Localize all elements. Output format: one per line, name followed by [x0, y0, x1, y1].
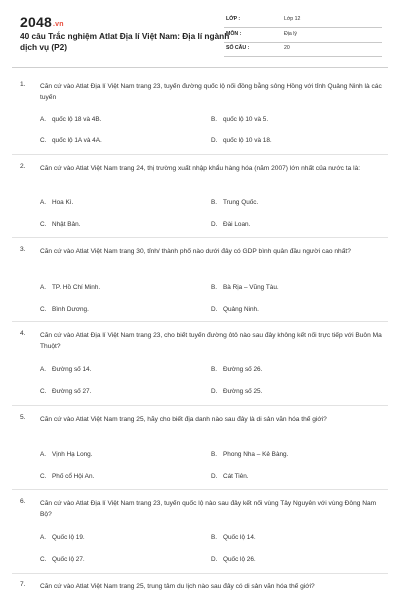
- option-text: Phố cổ Hội An.: [52, 473, 95, 480]
- meta-label: SỐ CÂU :: [226, 45, 250, 51]
- option-text: Đường số 26.: [223, 366, 263, 373]
- option-letter: D.: [211, 137, 218, 144]
- option-letter: A.: [40, 199, 47, 206]
- option-text: Vịnh Hạ Long.: [52, 451, 93, 458]
- option-text: quốc lộ 1A và 4A.: [52, 137, 102, 144]
- option-text: Trung Quốc.: [223, 199, 259, 206]
- option-text: Quốc lộ 19.: [52, 534, 85, 541]
- option-a[interactable]: [40, 284, 100, 291]
- option-text: Phong Nha – Kẻ Bàng.: [223, 451, 289, 458]
- document-title: 40 câu Trắc nghiệm Atlat Địa lí Việt Nam: Địa lí ngành dịch vụ (P2): [20, 31, 230, 52]
- option-letter: C.: [40, 388, 47, 395]
- option-text: Đài Loan.: [223, 221, 251, 228]
- option-letter: B.: [211, 534, 218, 541]
- meta-value: Địa lý: [284, 30, 297, 37]
- option-a[interactable]: [40, 534, 85, 541]
- question-text: Căn cứ vào Atlat Địa lí Việt Nam trang 23, tuyến quốc lộ nào sau đây kết nối vùng Tây Nguyên với vùng Đông Nam Bộ?: [40, 500, 377, 518]
- option-text: Đường số 14.: [52, 366, 92, 373]
- meta-table: [224, 14, 382, 58]
- option-text: Quảng Ninh.: [223, 306, 259, 313]
- option-c[interactable]: [40, 388, 91, 395]
- option-letter: C.: [40, 137, 47, 144]
- question-number: 6.: [20, 498, 26, 505]
- option-text: Hoa Kì.: [52, 199, 74, 206]
- option-letter: C.: [40, 473, 47, 480]
- option-text: Đường số 25.: [223, 388, 263, 395]
- option-text: Quốc lộ 26.: [223, 556, 256, 563]
- question-text: Căn cứ vào Atlat Địa lí Việt Nam trang 23, cho biết tuyến đường ôtô nào sau đây không kết nối trực tiếp với Buôn Ma Thuột?: [40, 332, 382, 350]
- option-letter: A.: [40, 366, 47, 373]
- option-c[interactable]: [40, 221, 80, 228]
- question-number: 2.: [20, 163, 26, 170]
- option-letter: D.: [211, 221, 218, 228]
- question-divider: [12, 573, 388, 574]
- question-number: 7.: [20, 581, 26, 588]
- option-letter: A.: [40, 451, 47, 458]
- question-number: 5.: [20, 414, 26, 421]
- question-divider: [12, 321, 388, 322]
- option-letter: B.: [211, 366, 218, 373]
- option-b[interactable]: [211, 534, 256, 541]
- option-c[interactable]: [40, 137, 102, 144]
- document-header: [0, 0, 400, 66]
- option-d[interactable]: [211, 556, 256, 563]
- site-logo[interactable]: [20, 14, 64, 30]
- question-number: 1.: [20, 81, 26, 88]
- question-text: Căn cứ vào Atlat Việt Nam trang 30, tỉnh/ thành phố nào dưới đây có GDP bình quân đầu người cao nhất?: [40, 248, 351, 255]
- option-c[interactable]: [40, 556, 85, 563]
- option-text: TP. Hồ Chí Minh.: [52, 284, 101, 291]
- option-b[interactable]: [211, 366, 262, 373]
- option-text: quốc lộ 18 và 4B.: [52, 116, 102, 123]
- option-text: Quốc lộ 27.: [52, 556, 85, 563]
- meta-label: MÔN :: [226, 30, 242, 37]
- option-text: Nhật Bản.: [52, 221, 81, 228]
- option-letter: C.: [40, 221, 47, 228]
- option-letter: C.: [40, 556, 47, 563]
- option-a[interactable]: [40, 366, 91, 373]
- option-text: Quốc lộ 14.: [223, 534, 256, 541]
- meta-row-grade: [224, 14, 382, 28]
- option-letter: A.: [40, 534, 47, 541]
- option-c[interactable]: [40, 473, 94, 480]
- option-d[interactable]: [211, 137, 272, 144]
- option-letter: A.: [40, 116, 47, 123]
- logo-suffix-text: .vn: [52, 21, 64, 28]
- option-a[interactable]: [40, 116, 101, 123]
- option-d[interactable]: [211, 221, 250, 228]
- option-b[interactable]: [211, 116, 268, 123]
- meta-value: 20: [284, 45, 290, 51]
- option-a[interactable]: [40, 199, 73, 206]
- option-d[interactable]: [211, 388, 262, 395]
- question-divider: [12, 154, 388, 155]
- meta-row-count: [224, 43, 382, 57]
- option-letter: D.: [211, 306, 218, 313]
- option-text: Đường số 27.: [52, 388, 92, 395]
- question-text: Căn cứ vào Atlat Việt Nam trang 25, hãy cho biết địa danh nào sau đây là di sản văn hóa thế giới?: [40, 416, 327, 423]
- option-c[interactable]: [40, 306, 89, 313]
- option-text: Cát Tiên.: [223, 473, 249, 480]
- option-d[interactable]: [211, 306, 259, 313]
- question-number: 4.: [20, 330, 26, 337]
- option-b[interactable]: [211, 284, 279, 291]
- option-text: quốc lộ 10 và 5.: [223, 116, 269, 123]
- option-text: quốc lộ 10 và 18.: [223, 137, 272, 144]
- meta-label: LỚP :: [226, 16, 241, 22]
- option-letter: B.: [211, 284, 218, 291]
- option-b[interactable]: [211, 451, 288, 458]
- option-text: Bà Rịa – Vũng Tàu.: [223, 284, 279, 291]
- option-letter: D.: [211, 556, 218, 563]
- option-letter: B.: [211, 116, 218, 123]
- logo-main-text: 2048: [20, 14, 52, 30]
- option-text: Bình Dương.: [52, 306, 89, 313]
- option-letter: B.: [211, 451, 218, 458]
- option-a[interactable]: [40, 451, 93, 458]
- option-d[interactable]: [211, 473, 249, 480]
- option-letter: C.: [40, 306, 47, 313]
- question-divider: [12, 489, 388, 490]
- question-text: Căn cứ vào Atlat Việt Nam trang 24, thị trường xuất nhập khẩu hàng hóa (năm 2007) lớn nhất của nước ta là:: [40, 165, 361, 172]
- option-letter: D.: [211, 388, 218, 395]
- meta-value: Lớp 12: [284, 16, 301, 22]
- meta-row-subject: [224, 29, 382, 43]
- question-divider: [12, 237, 388, 238]
- question-divider: [12, 405, 388, 406]
- question-text: Căn cứ vào Atlat Địa lí Việt Nam trang 23, tuyến đường quốc lộ nối đồng bằng sông Hồng với tỉnh Quảng Ninh là các tuyến: [40, 83, 382, 101]
- question-text: Căn cứ vào Atlat Việt Nam trang 25, trung tâm du lịch nào sau đây có di sản văn hóa thế giới?: [40, 583, 315, 590]
- option-letter: D.: [211, 473, 218, 480]
- option-letter: A.: [40, 284, 47, 291]
- question-number: 3.: [20, 246, 26, 253]
- option-b[interactable]: [211, 199, 258, 206]
- header-divider: [12, 67, 388, 68]
- option-letter: B.: [211, 199, 218, 206]
